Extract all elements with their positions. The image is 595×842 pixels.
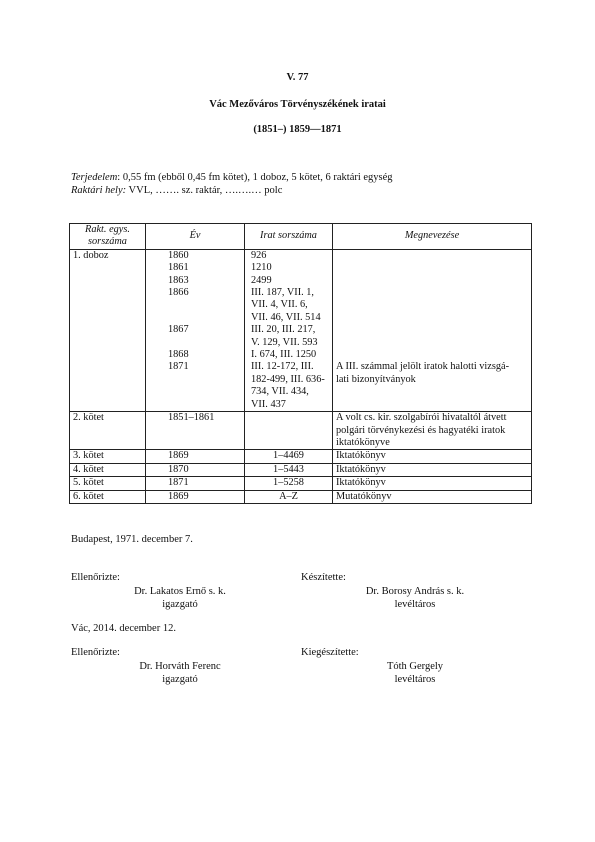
completed-name: Tóth Gergely: [386, 661, 444, 672]
header-year: Év: [146, 224, 245, 250]
checked-label-2: Ellenőrizte:: [71, 647, 120, 658]
cell-name: [333, 249, 532, 411]
name-line: A III. számmal jelölt iratok halotti vizsgá-: [336, 361, 509, 373]
doc-number-line: VII. 46, VII. 514: [251, 311, 321, 323]
inventory-table: [69, 223, 532, 504]
year-line: [168, 337, 241, 349]
doc-number-line: 182-499, III. 636-: [251, 373, 325, 385]
location-line: [71, 184, 541, 197]
cell-doc-number: 1–4469: [245, 450, 333, 463]
name-line: Iktatókönyv: [336, 450, 386, 462]
cell-name: [333, 490, 532, 503]
doc-number-line: 926: [251, 249, 267, 261]
cell-doc-numbers: [245, 249, 333, 411]
header-unit-line2: sorszáma: [88, 236, 127, 248]
doc-number-line: III. 12-172, III.: [251, 361, 314, 373]
cell-doc-number: [245, 412, 333, 450]
made-label: Készítette:: [301, 572, 346, 583]
cell-unit: 1. doboz: [70, 249, 146, 411]
doc-number-line: 2499: [251, 274, 272, 286]
cell-year: 1851–1861: [146, 412, 245, 450]
checked-name-1: Dr. Lakatos Ernő s. k.: [134, 586, 226, 597]
name-line: Iktatókönyv: [336, 477, 386, 489]
spacer: [336, 250, 528, 262]
cell-unit: 4. kötet: [70, 463, 146, 476]
year-line: [168, 312, 241, 324]
cell-doc-number: 1–5258: [245, 477, 333, 490]
cell-doc-number: 1–5443: [245, 463, 333, 476]
cell-year: 1870: [146, 463, 245, 476]
year-line: [168, 386, 241, 398]
spacer: [336, 275, 528, 287]
cell-years: [146, 249, 245, 411]
spacer: [336, 349, 528, 361]
year-line: [168, 399, 241, 411]
checked-label-1: Ellenőrizte:: [71, 572, 120, 583]
name-line: iktatókönyve: [336, 436, 390, 448]
cell-unit: 5. kötet: [70, 477, 146, 490]
table-row: [70, 490, 532, 503]
completed-label: Kiegészítette:: [301, 647, 359, 658]
extent-label: Terjedelem: [71, 172, 118, 183]
name-line: Mutatókönyv: [336, 490, 392, 502]
extent-value: : 0,55 fm (ebből 0,45 fm kötet), 1 doboz, 5 kötet, 6 raktári egység: [117, 172, 393, 183]
completed-title: levéltáros: [394, 674, 436, 685]
cell-name: [333, 450, 532, 463]
table-row: [70, 450, 532, 463]
cell-year: 1869: [146, 490, 245, 503]
doc-number-line: V. 129, VII. 593: [251, 336, 318, 348]
doc-number-line: 1210: [251, 262, 272, 274]
header-unit-line1: Rakt. egys.: [85, 224, 130, 235]
doc-number-line: I. 674, III. 1250: [251, 349, 317, 361]
checked-title-1: igazgató: [162, 599, 198, 610]
cell-year: 1869: [146, 450, 245, 463]
name-line: lati bizonyítványok: [336, 373, 416, 385]
checked-title-2: igazgató: [162, 674, 198, 685]
place-date-1: Budapest, 1971. december 7.: [71, 534, 193, 545]
name-line: A volt cs. kir. szolgabírói hivataltól átvett: [336, 412, 507, 424]
year-line: 1860: [168, 249, 189, 261]
cell-unit: 2. kötet: [70, 412, 146, 450]
cell-name: [333, 477, 532, 490]
spacer: [336, 324, 528, 336]
year-line: [168, 374, 241, 386]
doc-number-line: III. 20, III. 217,: [251, 324, 316, 336]
extent-line: [71, 171, 541, 184]
table-row: [70, 249, 532, 411]
cell-name: [333, 412, 532, 450]
spacer: [336, 312, 528, 324]
year-line: 1871: [168, 361, 189, 373]
fonds-title: Vác Mezőváros Törvényszékének iratai: [209, 99, 386, 110]
made-title: levéltáros: [394, 599, 436, 610]
doc-number-line: VII. 437: [251, 398, 286, 410]
year-line: 1863: [168, 274, 189, 286]
spacer: [336, 299, 528, 311]
cell-unit: 3. kötet: [70, 450, 146, 463]
cell-doc-number: A–Z: [245, 490, 333, 503]
cell-year: 1871: [146, 477, 245, 490]
year-line: 1868: [168, 349, 189, 361]
doc-number-line: III. 187, VII. 1,: [251, 287, 315, 299]
header-name: Megnevezése: [333, 224, 532, 250]
place-date-2: Vác, 2014. december 12.: [71, 623, 176, 634]
doc-number-line: 734, VII. 434,: [251, 386, 309, 398]
fonds-period: (1851–) 1859—1871: [253, 124, 342, 135]
header-doc-number: Irat sorszáma: [245, 224, 333, 250]
table-row: [70, 463, 532, 476]
doc-number-line: VII. 4, VII. 6,: [251, 299, 308, 311]
header-unit-number: [70, 224, 146, 250]
spacer: [336, 337, 528, 349]
cell-unit: 6. kötet: [70, 490, 146, 503]
checked-name-2: Dr. Horváth Ferenc: [139, 661, 221, 672]
table-header-row: [70, 224, 532, 250]
spacer: [336, 287, 528, 299]
year-line: [168, 299, 241, 311]
made-name: Dr. Borosy András s. k.: [365, 586, 465, 597]
table-row: [70, 412, 532, 450]
cell-name: [333, 463, 532, 476]
year-line: 1861: [168, 262, 189, 274]
location-value: VVL, ……. sz. raktár, ….….… polc: [126, 185, 283, 196]
table-row: [70, 477, 532, 490]
name-line: polgári törvénykezési és hagyatéki iratok: [336, 424, 506, 436]
year-line: 1866: [168, 287, 189, 299]
spacer: [336, 262, 528, 274]
location-label: Raktári hely:: [71, 185, 127, 196]
name-line: Iktatókönyv: [336, 463, 386, 475]
year-line: 1867: [168, 324, 189, 336]
fonds-reference: V. 77: [286, 72, 309, 83]
